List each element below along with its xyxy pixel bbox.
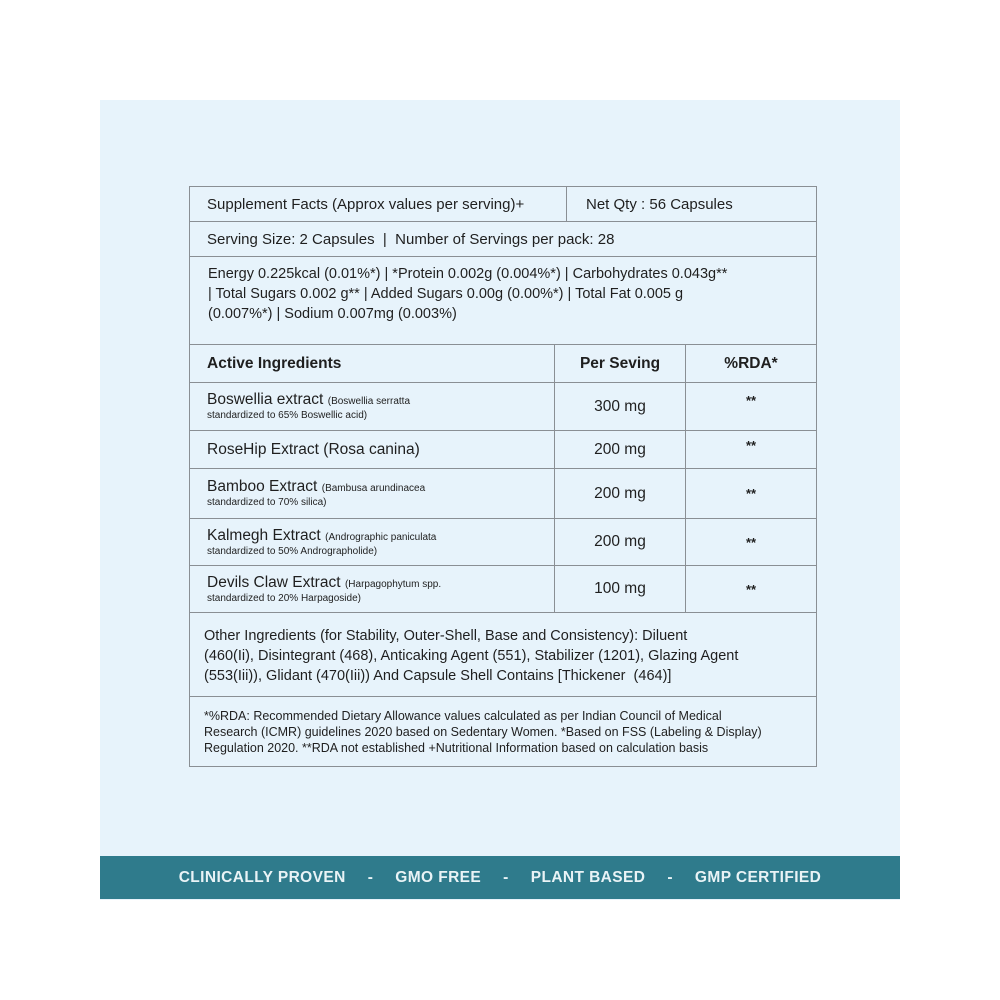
ingredient-standardization: standardized to 70% silica) [207,497,327,508]
ingredient-dose: 200 mg [555,519,686,565]
ingredient-dose: 300 mg [555,383,686,430]
facts-title: Supplement Facts (Approx values per serving)+ [190,187,567,221]
ingredient-latin: (Andrographic paniculata [325,531,437,543]
serving-size-text: Serving Size: 2 Capsules | Number of Servings per pack: 28 [207,230,615,248]
ingredient-row [190,383,816,431]
ingredient-row [190,431,816,469]
other-ingredients-line: (553(Iii)), Glidant (470(Iii)) And Capsule Shell Contains [Thickener (464)] [204,668,672,684]
ingredient-name: Boswellia extract [207,391,324,408]
ingredient-name: Bamboo Extract [207,478,318,495]
banner-separator: - [667,868,673,886]
ingredient-latin: (Harpagophytum spp. [344,578,442,590]
ingredient-name: Kalmegh Extract [207,526,321,544]
ingredient-name-cell [190,469,555,518]
facts-header-row [190,187,816,222]
other-ingredients-line: (460(Ii), Disintegrant (468), Anticaking Agent (551), Stabilizer (1201), Glazing Agent [204,648,739,664]
other-ingredients [190,613,816,697]
supplement-facts-table [189,186,817,767]
column-header-rda: %RDA* [724,354,778,372]
footnote-line: *%RDA: Recommended Dietary Allowance values calculated as per Indian Council of Medical [204,709,722,723]
ingredient-standardization: standardized to 20% Harpagoside) [207,592,361,604]
ingredient-rda: ** [745,393,757,408]
other-ingredients-line: Other Ingredients (for Stability, Outer-Shell, Base and Consistency): Diluent [204,628,688,644]
ingredient-name-cell [190,566,555,612]
ingredient-dose: 200 mg [555,469,686,518]
ingredient-standardization: standardized to 65% Boswellic acid) [207,410,368,421]
claim-plant-based: PLANT BASED [530,868,646,886]
ingredient-standardization: standardized to 50% Andrographolide) [207,545,378,557]
footnotes [190,697,816,766]
footnote-line: Research (ICMR) guidelines 2020 based on Sedentary Women. *Based on FSS (Labeling & Display) [204,725,762,739]
ingredient-name-cell [190,431,555,468]
ingredient-name-cell [190,383,555,430]
net-quantity: Net Qty : 56 Capsules [586,195,733,213]
ingredient-row [190,566,816,613]
claims-banner [100,856,900,899]
banner-separator: - [503,868,509,886]
ingredient-latin: (Boswellia serratta [327,396,411,407]
ingredient-rda: ** [745,581,757,597]
nutrition-info [190,257,816,345]
column-header-per-serving: Per Seving [555,345,686,382]
ingredient-row [190,469,816,519]
banner-separator: - [367,868,374,886]
ingredient-name: RoseHip Extract (Rosa canina) [207,440,420,458]
ingredient-rda: ** [745,438,757,453]
ingredient-rda: ** [745,486,757,501]
nutrition-line: Energy 0.225kcal (0.01%*) | *Protein 0.002g (0.004%*) | Carbohydrates 0.043g** [208,266,728,282]
ingredient-row [190,519,816,566]
ingredient-dose: 100 mg [555,566,686,612]
ingredient-name-cell [190,519,555,565]
footnote-line: Regulation 2020. **RDA not established +Nutritional Information based on calculation basis [204,741,709,755]
claim-gmo-free: GMO FREE [395,868,482,886]
serving-size-row [190,222,816,257]
ingredient-rda: ** [745,534,757,550]
nutrition-line: | Total Sugars 0.002 g** | Added Sugars 0.00g (0.00%*) | Total Fat 0.005 g [208,286,684,302]
ingredients-header-row [190,345,816,383]
nutrition-line: (0.007%*) | Sodium 0.007mg (0.003%) [208,306,457,322]
ingredient-name: Devils Claw Extract [207,573,341,591]
ingredient-dose: 200 mg [555,431,686,468]
claim-clinically-proven: CLINICALLY PROVEN [178,868,346,886]
label-panel [100,100,900,900]
ingredient-latin: (Bambusa arundinacea [321,483,426,494]
claim-gmp-certified: GMP CERTIFIED [694,868,822,886]
column-header-ingredient: Active Ingredients [190,345,555,382]
